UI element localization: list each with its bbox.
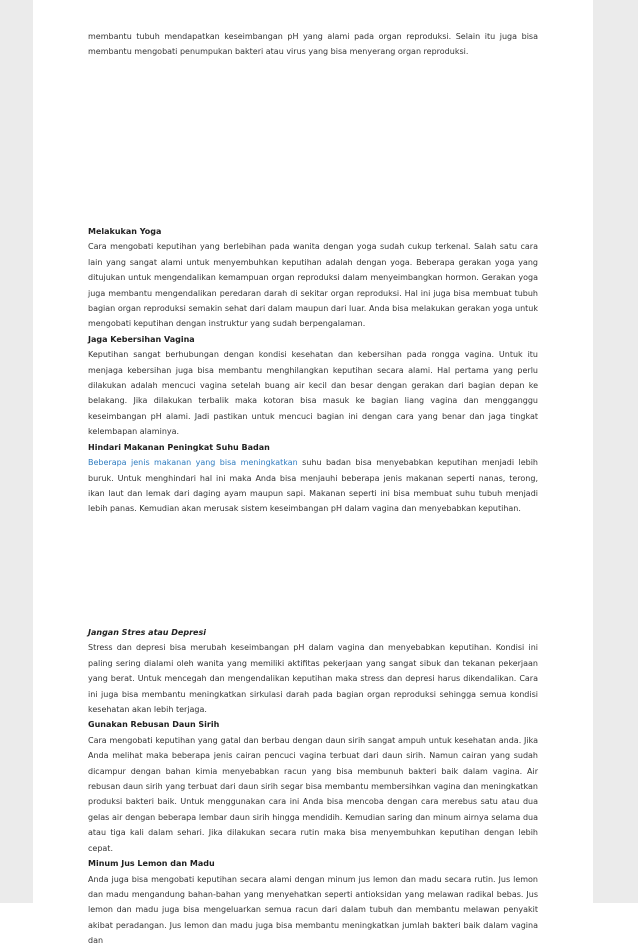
right-gutter	[593, 0, 638, 903]
content-block-bottom	[88, 625, 538, 949]
content-block-middle	[88, 224, 538, 517]
paragraph-hygiene: Keputihan sangat berhubungan dengan kondisi kesehatan dan kebersihan pada rongga vagina. Untuk itu menjaga kebersihan juga bisa membantu menghilangkan keputihan secara alami. Hal pertama yang perlu dilakukan adalah mencuci vagina setelah buang air kecil dan besar dengan gerakan dari bagian depan ke belakang. Jika dilakukan terbalik maka kotoran bisa masuk ke bagian liang vagina dan mengganggu keseimbangan pH alami. Jadi pastikan untuk mencuci bagian ini dengan cara yang benar dan jaga tingkat kelembapan alaminya.	[88, 350, 538, 437]
paragraph-stress: Stress dan depresi bisa merubah keseimbangan pH dalam vagina dan menyebabkan keputihan. Kondisi ini paling sering dialami oleh wanita yang memiliki aktifitas pekerjaan yang sangat sibuk dan tekanan pekerjaan yang berat. Untuk mencegah dan mengendalikan keputihan maka stress dan depresi harus dikendalikan. Cara ini juga bisa membantu meningkatkan sirkulasi darah pada bagian organ reproduksi sehingga semua kondisi kesehatan akan lebih terjaga.	[88, 643, 538, 715]
left-gutter	[0, 0, 33, 903]
document-page	[33, 0, 593, 946]
paragraph-food	[88, 455, 538, 517]
heading-hygiene: Jaga Kebersihan Vagina	[88, 334, 195, 344]
heading-yoga: Melakukan Yoga	[88, 227, 162, 236]
content-block-top	[88, 29, 538, 60]
paragraph-yoga: Cara mengobati keputihan yang berlebihan pada wanita dengan yoga sudah cukup terkenal. Salah satu cara lain yang sangat alami untuk menyembuhkan keputihan adalah dengan yoga. Beberapa gerakan yoga yang ditujukan untuk mengendalikan kemampuan organ reproduksi dalam menyeimbangkan hormon. Gerakan yoga juga membantu mengendalikan peredaran darah di sekitar organ reproduksi. Hal ini juga bisa membuat tubuh bagian organ reproduksi semakin sehat dari dalam maupun dari luar. Anda bisa melakukan gerakan yoga untuk mengobati keputihan dengan instruktur yang sudah berpengalaman.	[88, 242, 538, 329]
food-article-link[interactable]: Beberapa jenis makanan yang bisa meningkatkan	[88, 458, 298, 468]
heading-stress: Jangan Stres atau Depresi	[88, 628, 206, 637]
heading-food: Hindari Makanan Peningkat Suhu Badan	[88, 442, 270, 452]
heading-betel: Gunakan Rebusan Daun Sirih	[88, 720, 220, 730]
paragraph-food-text: suhu badan bisa menyebabkan keputihan menjadi lebih buruk. Untuk menghindari hal ini maka Anda bisa menjauhi beberapa jenis makanan seperti nanas, terong, ikan laut dan lemak dari daging ayam maupun sapi. Makanan seperti ini bisa membuat suhu tubuh menjadi lebih panas. Kemudian akan merusak sistem keseimbangan pH dalam vagina dan menyebabkan keputihan.	[88, 458, 539, 514]
paragraph-juice: Anda juga bisa mengobati keputihan secara alami dengan minum jus lemon dan madu secara rutin. Jus lemon dan madu mengandung bahan-bahan yang menyehatkan seperti antioksidan yang melawan radikal bebas. Jus lemon dan madu juga bisa mengeluarkan semua racun dari dalam tubuh dan membantu melawan penyakit akibat peradangan. Jus lemon dan madu juga bisa membantu meningkatkan jumlah bakteri baik dalam vagina dan	[88, 874, 538, 946]
paragraph-betel: Cara mengobati keputihan yang gatal dan berbau dengan daun sirih sangat ampuh untuk kesehatan anda. Jika Anda melihat maka beberapa jenis cairan pencuci vagina terbuat dari daun sirih. Namun cairan yang sudah dicampur dengan bahan kimia menyebabkan racun yang bisa membunuh bakteri baik dalam vagina. Air rebusan daun sirih yang terbuat dari daun sirih segar bisa membantu membersihkan vagina dan meningkatkan produksi bakteri baik. Untuk menggunakan cara ini Anda bisa mencoba dengan cara merebus satu atau dua gelas air dengan beberapa lembar daun sirih hingga mendidih. Kemudian saring dan minum airnya selama dua atau tiga kali dalam sehari. Jika dilakukan secara rutin maka bisa menyembuhkan keputihan dengan lebih cepat.	[88, 735, 538, 853]
heading-juice: Minum Jus Lemon dan Madu	[88, 859, 215, 869]
paragraph-intro-continued: membantu tubuh mendapatkan keseimbangan pH yang alami pada organ reproduksi. Selain itu juga bisa membantu mengobati penumpukan bakteri atau virus yang bisa menyerang organ reproduksi.	[88, 32, 538, 57]
